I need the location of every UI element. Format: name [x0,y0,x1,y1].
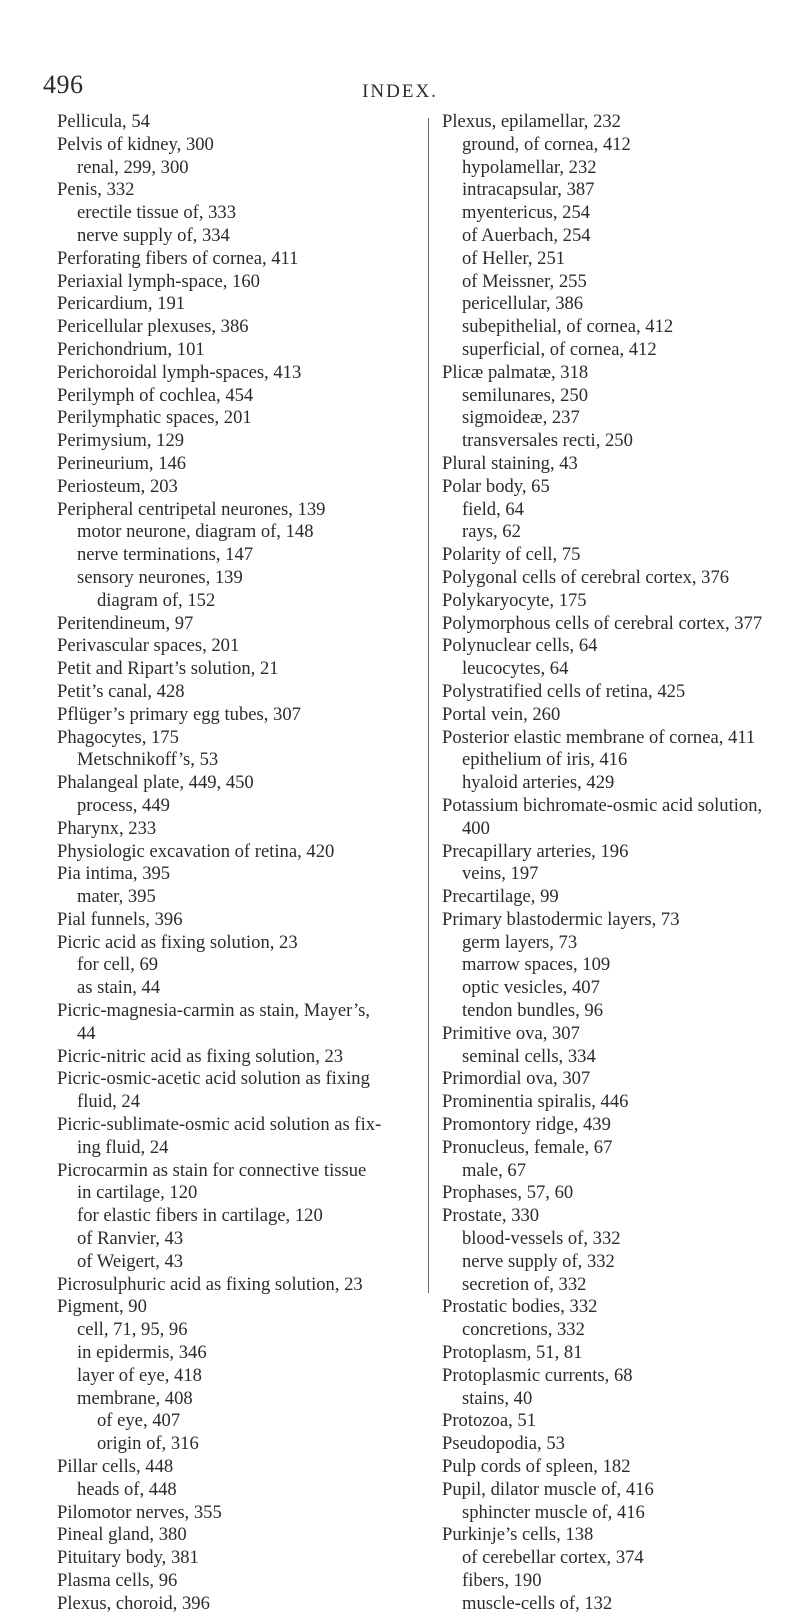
index-entry: Primary blastodermic layers, 73 [442,908,680,930]
index-entry: Perilymph of cochlea, 454 [57,384,254,406]
index-subentry: of Ranvier, 43 [77,1228,184,1250]
index-subentry: for cell, 69 [77,954,159,976]
index-subentry: secretion of, 332 [462,1273,587,1295]
index-entry: Purkinje’s cells, 138 [442,1524,594,1546]
index-entry: Plasma cells, 96 [57,1570,178,1591]
index-entry: Pulp cords of spleen, 182 [442,1456,631,1478]
index-subentry: semilunares, 250 [462,384,588,406]
index-entry: Polygonal cells of cerebral cortex, 376 [442,566,730,588]
index-entry: Pia intima, 395 [57,863,171,885]
index-subentry: 44 [77,1022,96,1044]
index-entry: Plexus, choroid, 396 [57,1592,210,1614]
index-entry: Picric-osmic-acetic acid solution as fixing [57,1068,370,1090]
index-subentry: in epidermis, 346 [77,1342,207,1364]
index-subentry: layer of eye, 418 [77,1364,202,1386]
index-entry: Protoplasmic currents, 68 [442,1364,633,1386]
index-entry: Pseudopodia, 53 [442,1433,565,1455]
index-subentry: ing fluid, 24 [77,1136,169,1158]
index-entry: Primordial ova, 307 [442,1068,591,1090]
index-subentry: of cerebellar cortex, 374 [462,1547,644,1569]
index-subentry: of Heller, 251 [462,247,566,269]
index-entry: Pupil, dilator muscle of, 416 [442,1478,654,1500]
index-entry: Perichoroidal lymph-spaces, 413 [57,361,302,383]
index-subentry: erectile tissue of, 333 [77,202,237,224]
index-subentry: seminal cells, 334 [462,1045,596,1067]
index-subentry: tendon bundles, 96 [462,1000,603,1022]
index-subentry: diagram of, 152 [97,589,216,611]
index-entry: Polymorphous cells of cerebral cortex, 377 [442,612,763,634]
index-entry: Primitive ova, 307 [442,1022,580,1044]
running-head: INDEX. [362,81,438,102]
index-subentry: in cartilage, 120 [77,1182,198,1204]
index-entry: Phalangeal plate, 449, 450 [57,772,254,794]
index-entry: Pelvis of kidney, 300 [57,133,214,155]
index-subentry: nerve supply of, 332 [462,1250,615,1272]
index-entry: Prostatic bodies, 332 [442,1296,598,1318]
index-entry: Picric-magnesia-carmin as stain, Mayer’s, [57,1000,371,1022]
index-subentry: muscle-cells of, 132 [462,1592,613,1614]
index-entry: Precartilage, 99 [442,886,559,908]
index-entry: Pigment, 90 [57,1296,147,1318]
index-entry: Periaxial lymph-space, 160 [57,270,260,292]
index-subentry: ground, of cornea, 412 [462,133,631,155]
index-subentry: sphincter muscle of, 416 [462,1501,645,1523]
index-entry: Posterior elastic membrane of cornea, 411 [442,726,756,748]
index-entry: Pharynx, 233 [57,817,157,839]
index-subentry: membrane, 408 [77,1387,193,1409]
index-entry: Picrosulphuric acid as fixing solution, 23 [57,1273,363,1295]
index-entry: Pellicula, 54 [57,111,150,132]
index-subentry: heads of, 448 [77,1478,177,1500]
index-subentry: cell, 71, 95, 96 [77,1319,188,1341]
index-entry: Perimysium, 129 [57,430,185,452]
index-entry: Polystratified cells of retina, 425 [442,680,686,702]
index-subentry: sensory neurones, 139 [77,566,243,588]
index-subentry: hyaloid arteries, 429 [462,772,615,794]
index-column-right [442,111,772,1616]
index-subentry: veins, 197 [462,863,539,885]
index-subentry: fluid, 24 [77,1091,141,1113]
index-subentry: hypolamellar, 232 [462,156,597,178]
index-subentry: for elastic fibers in cartilage, 120 [77,1205,323,1227]
index-subentry: superficial, of cornea, 412 [462,338,657,360]
index-entry: Phagocytes, 175 [57,726,179,748]
index-subentry: of eye, 407 [97,1410,181,1432]
index-entry: Pericardium, 191 [57,293,186,315]
index-entry: Precapillary arteries, 196 [442,840,629,862]
index-entry: Physiologic excavation of retina, 420 [57,840,335,862]
index-subentry: optic vesicles, 407 [462,977,600,999]
index-subentry: leucocytes, 64 [462,658,569,680]
index-subentry: male, 67 [462,1159,527,1181]
index-entry: Penis, 332 [57,179,135,201]
index-entry: Pflüger’s primary egg tubes, 307 [57,703,301,725]
index-subentry: origin of, 316 [97,1433,199,1455]
index-entry: Perineurium, 146 [57,452,187,474]
index-subentry: blood-vessels of, 332 [462,1228,621,1250]
index-subentry: stains, 40 [462,1387,533,1409]
index-subentry: field, 64 [462,498,524,520]
index-subentry: Metschnikoff’s, 53 [77,749,219,771]
index-entry: Pillar cells, 448 [57,1456,174,1478]
index-entry: Periosteum, 203 [57,475,178,497]
index-entry: Petit and Ripart’s solution, 21 [57,658,279,680]
index-subentry: germ layers, 73 [462,931,578,953]
index-subentry: rays, 62 [462,521,521,543]
index-entry: Polykaryocyte, 175 [442,589,587,611]
index-entry: Peritendineum, 97 [57,612,194,634]
index-subentry: intracapsular, 387 [462,179,595,201]
index-entry: Prophases, 57, 60 [442,1182,574,1204]
index-entry: Perivascular spaces, 201 [57,635,240,657]
index-subentry: transversales recti, 250 [462,430,633,452]
index-entry: Peripheral centripetal neurones, 139 [57,498,326,520]
page-number: 496 [43,70,84,99]
index-entry: Plural staining, 43 [442,452,578,474]
index-entry: Protoplasm, 51, 81 [442,1342,583,1364]
index-subentry: epithelium of iris, 416 [462,749,628,771]
index-subentry: as stain, 44 [77,977,161,999]
index-entry: Pituitary body, 381 [57,1547,199,1569]
index-subentry: 400 [462,817,490,839]
index-entry: Pial funnels, 396 [57,908,183,930]
index-subentry: of Auerbach, 254 [462,224,591,246]
column-divider [428,118,429,1293]
index-entry: Pineal gland, 380 [57,1524,187,1546]
index-entry: Perichondrium, 101 [57,338,205,360]
index-subentry: nerve supply of, 334 [77,224,230,246]
index-entry: Perforating fibers of cornea, 411 [57,247,299,269]
index-entry: Pericellular plexuses, 386 [57,316,249,338]
index-entry: Picrocarmin as stain for connective tissue [57,1159,367,1181]
index-subentry: mater, 395 [77,886,156,908]
index-subentry: renal, 299, 300 [77,156,189,178]
index-entry: Potassium bichromate-osmic acid solution, [442,794,763,816]
index-subentry: motor neurone, diagram of, 148 [77,521,314,543]
index-entry: Picric-sublimate-osmic acid solution as fix- [57,1114,382,1136]
index-subentry: of Weigert, 43 [77,1250,184,1272]
index-column-left [57,111,427,1616]
index-entry: Polarity of cell, 75 [442,544,581,566]
index-entry: Prominentia spiralis, 446 [442,1091,629,1113]
index-subentry: sigmoideæ, 237 [462,407,580,429]
index-entry: Portal vein, 260 [442,703,561,725]
index-entry: Pronucleus, female, 67 [442,1136,613,1158]
index-entry: Polynuclear cells, 64 [442,635,598,657]
index-entry: Pilomotor nerves, 355 [57,1501,222,1523]
index-subentry: nerve terminations, 147 [77,544,254,566]
index-entry: Promontory ridge, 439 [442,1114,611,1136]
index-subentry: concretions, 332 [462,1319,585,1341]
index-entry: Picric acid as fixing solution, 23 [57,931,298,953]
index-entry: Protozoa, 51 [442,1410,536,1432]
index-entry: Plicæ palmatæ, 318 [442,361,589,383]
index-subentry: myentericus, 254 [462,202,591,224]
index-entry: Perilymphatic spaces, 201 [57,407,252,429]
index-entry: Petit’s canal, 428 [57,680,185,702]
index-entry: Picric-nitric acid as fixing solution, 23 [57,1045,344,1067]
index-subentry: marrow spaces, 109 [462,954,611,976]
index-subentry: subepithelial, of cornea, 412 [462,316,674,338]
index-entry: Prostate, 330 [442,1205,540,1227]
index-subentry: pericellular, 386 [462,293,584,315]
index-subentry: process, 449 [77,794,170,816]
index-subentry: of Meissner, 255 [462,270,587,292]
index-entry: Polar body, 65 [442,475,550,497]
index-subentry: fibers, 190 [462,1570,542,1591]
index-entry: Plexus, epilamellar, 232 [442,111,621,132]
